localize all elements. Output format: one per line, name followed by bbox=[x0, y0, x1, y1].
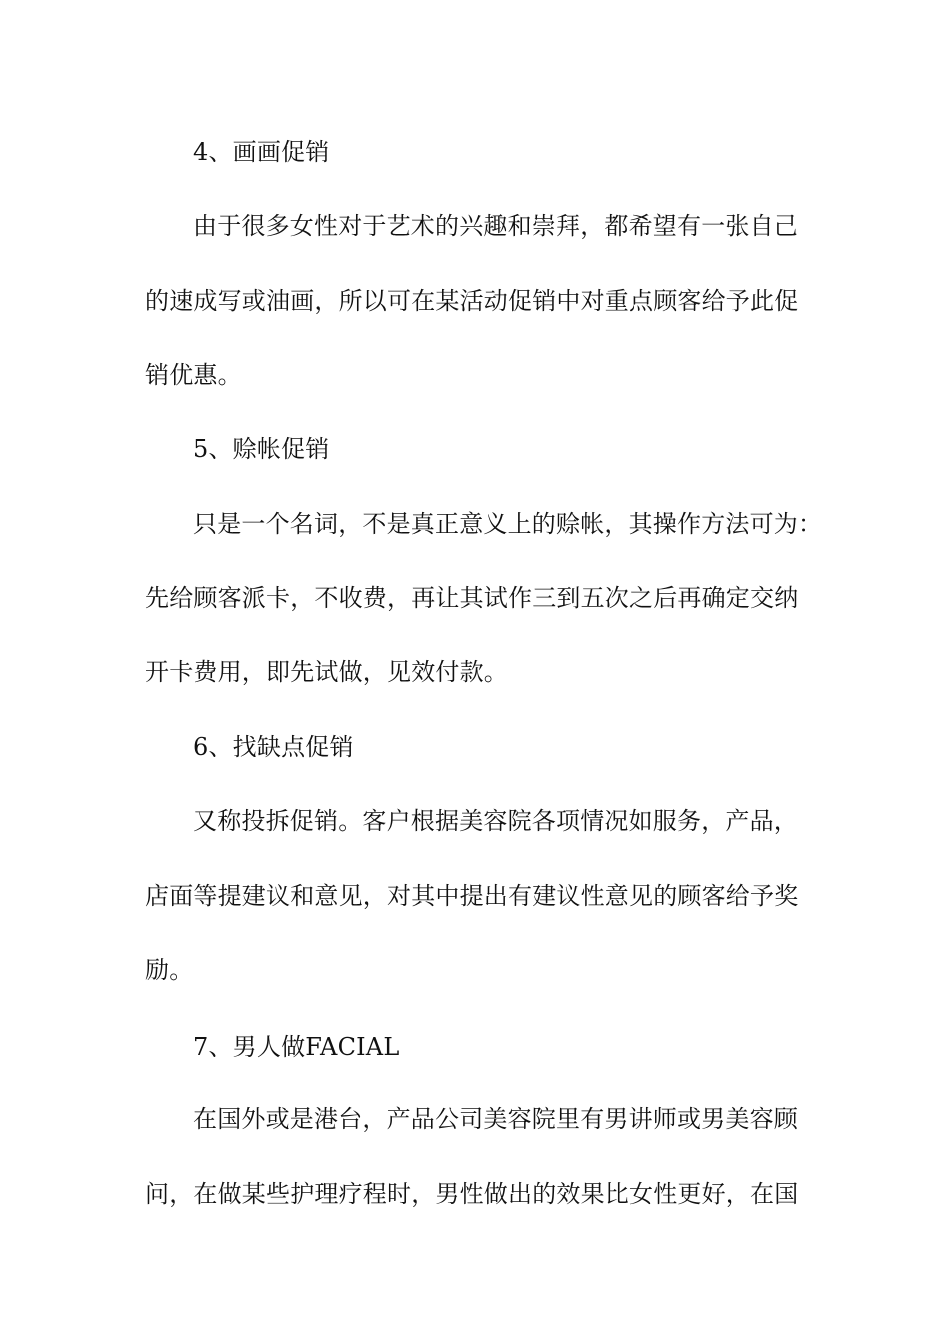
paragraph-line: 的速成写或油画，所以可在某活动促销中对重点顾客给予此促 bbox=[145, 287, 799, 315]
paragraph-line: 励。 bbox=[145, 956, 194, 984]
paragraph-line: 销优惠。 bbox=[145, 361, 242, 389]
paragraph-line: 先给顾客派卡，不收费，再让其试作三到五次之后再确定交纳 bbox=[145, 584, 799, 612]
section-heading-painting-promotion: 4、画画促销 bbox=[193, 138, 330, 166]
paragraph-line: 问，在做某些护理疗程时，男性做出的效果比女性更好，在国 bbox=[145, 1180, 799, 1208]
paragraph-line: 店面等提建议和意见，对其中提出有建议性意见的顾客给予奖 bbox=[145, 882, 799, 910]
paragraph-line: 开卡费用，即先试做，见效付款。 bbox=[145, 658, 508, 686]
section-heading-men-facial: 7、男人做FACIAL bbox=[193, 1033, 400, 1061]
paragraph-line: 由于很多女性对于艺术的兴趣和崇拜，都希望有一张自己 bbox=[193, 212, 798, 240]
section-heading-credit-promotion: 5、赊帐促销 bbox=[193, 435, 330, 463]
paragraph-line: 又称投拆促销。客户根据美容院各项情况如服务，产品， bbox=[193, 807, 798, 835]
paragraph-line: 在国外或是港台，产品公司美容院里有男讲师或男美容顾 bbox=[193, 1105, 798, 1133]
paragraph-line: 只是一个名词，不是真正意义上的赊帐，其操作方法可为： bbox=[193, 510, 823, 538]
section-heading-fault-finding-promotion: 6、找缺点促销 bbox=[193, 733, 354, 761]
